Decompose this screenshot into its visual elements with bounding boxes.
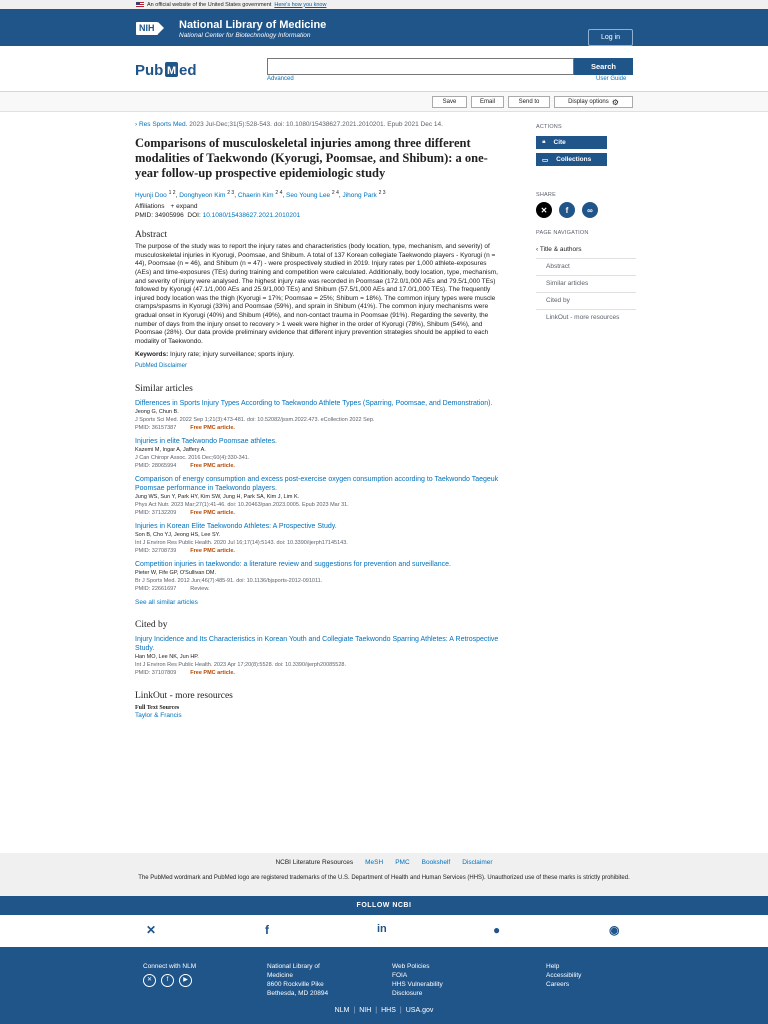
article-list-tag: Free PMC article. [190,548,235,555]
quote-icon: ❝ [542,139,546,147]
separator: | [399,1007,402,1014]
keywords-label: Keywords: [135,351,169,359]
footer-resources [0,853,768,896]
hhs-vulnerability-link[interactable]: HHS Vulnerability [392,981,443,988]
author-link[interactable]: Jihong Park [342,192,377,200]
policies-column [392,962,443,998]
actions-heading: ACTIONS [536,124,562,130]
youtube-icon[interactable]: ▶ [179,974,192,987]
taylor-francis-link[interactable]: Taylor & Francis [135,712,182,720]
search-button[interactable]: Search [574,58,633,75]
article-list-item [135,635,500,677]
author-item [238,192,283,199]
article-list-pmid: PMID: 22661697 [135,586,177,593]
address-line-1[interactable]: National Library of [267,963,320,970]
cited-by-list [135,635,500,677]
address-line-3: 8600 Rockville Pike [267,981,324,988]
article-list-title-link[interactable]: Competition injuries in taekwondo: a literature review and suggestions for prevention and surveillance. [135,561,451,569]
display-options-button[interactable] [554,96,633,108]
connect-icons [143,974,196,987]
expand-toggle[interactable]: + expand [170,203,198,211]
article-list-journal: Int J Environ Res Public Health. 2023 Apr 17;20(8):5528. doi: 10.3390/ijerph20085528. [135,662,346,669]
send-to-button[interactable]: Send to [508,96,550,108]
email-button[interactable]: Email [471,96,504,108]
cite-button[interactable] [536,136,607,149]
article-list-tag: Free PMC article. [190,425,235,432]
nav-title-authors-label: Title & authors [539,246,582,253]
author-affiliation-sup[interactable]: 2 3 [378,190,386,196]
article-list-title-link[interactable]: Injuries in elite Taekwondo Poomsae athletes. [135,438,277,446]
article-list-tag: Review. [190,586,210,593]
address-line-2[interactable]: Medicine [267,972,294,979]
advanced-search-link[interactable]: Advanced [267,76,294,82]
help-column [546,962,581,989]
cited-by-heading: Cited by [135,620,168,631]
author-link[interactable]: Seo Young Lee [285,192,331,200]
display-options-label: Display options [568,99,609,105]
pubmed-logo[interactable] [135,59,225,85]
article-title: Comparisons of musculoskeletal injuries among three different modalities of Taekwondo (Kyorugi, Poomsae, and Shibum): a one-year follow-up prospective epidemiologic study [135,136,488,180]
login-button[interactable]: Log in [588,29,633,46]
social-icons-row [0,915,768,947]
article-list-tag: Free PMC article. [190,510,235,517]
nav-cited-by[interactable]: Cited by [536,293,636,310]
author-item [135,192,176,199]
pubmed-logo-icon [135,59,225,81]
article-list-authors: Pieter W, Fife GP, O'Sullivan DM. [135,570,217,577]
x-twitter-icon[interactable]: ✕ [536,202,552,218]
hhs-link[interactable]: HHS [381,1007,396,1014]
article-list-meta [135,547,500,555]
keywords-text: Injury rate; injury surveillance; sports injury. [170,351,295,359]
article-main [135,120,500,719]
heres-how-you-know-link[interactable]: Here's how you know [274,1,327,8]
nih-logo[interactable] [136,20,172,37]
facebook-icon[interactable]: f [559,202,575,218]
author-affiliation-sup[interactable]: 2 3 [227,190,235,196]
disclosure-link[interactable]: Disclosure [392,990,423,997]
nih-link[interactable]: NIH [359,1007,372,1014]
article-list-title-link[interactable]: Comparison of energy consumption and excess post-exercise oxygen consumption according to Taekwondo Taegeuk Poomsae performance in Taekwondo players. [135,476,499,493]
bookshelf-link[interactable]: Bookshelf [421,859,451,866]
abstract-heading: Abstract [135,230,168,241]
connect-column [143,962,196,987]
doi-label: DOI: [187,212,201,220]
article-list-meta [135,424,500,432]
author-item [286,192,339,199]
trademark-note: The PubMed wordmark and PubMed logo are registered trademarks of the U.S. Department of Health and Human Services (HHS). Unauthorized use of these marks is strictly prohibited. [138,875,630,881]
save-button[interactable]: Save [432,96,467,108]
citation-details: 2023 Jul-Dec;31(5):528-543. doi: 10.1080/15438627.2021.2010201. Epub 2021 Dec 14. [189,121,443,128]
article-list-meta [135,462,500,470]
nav-abstract[interactable]: Abstract [536,259,636,276]
disclaimer-link[interactable]: Disclaimer [462,859,493,866]
svg-text:ed: ed [179,62,197,79]
full-text-sources-label: Full Text Sources [135,705,180,712]
x-twitter-icon[interactable]: ✕ [146,923,157,937]
nih-badge: NIH [136,22,158,35]
article-list-journal: J Can Chiropr Assoc. 2016 Dec;60(4):330-341. [135,455,250,462]
nav-linkout[interactable]: LinkOut - more resources [546,314,620,321]
article-list-item [135,522,500,555]
pmc-link[interactable]: PMC [395,859,410,866]
nlm-title[interactable] [179,19,326,40]
search-input[interactable] [267,58,574,75]
article-list-title-link[interactable]: Differences in Sports Injury Types According to Taekwondo Athlete Types (Sparring, Poomsae, and Demonstration). [135,400,493,408]
linkedin-icon[interactable]: in [377,923,387,935]
author-link[interactable]: Hyunji Doo [135,192,167,200]
user-guide-link[interactable]: User Guide [596,76,627,82]
accessibility-link[interactable]: Accessibility [546,972,582,979]
author-affiliation-sup[interactable]: 2 4 [275,190,283,196]
connect-label: Connect with NLM [143,963,197,970]
article-list-item [135,399,500,432]
mesh-link[interactable]: MeSH [365,859,384,866]
share-icons [536,202,636,218]
linkout-heading: LinkOut - more resources [135,691,233,702]
careers-link[interactable]: Careers [546,981,570,988]
article-list-pmid: PMID: 28065994 [135,463,177,470]
article-list-meta [135,585,500,593]
article-list-authors: Son B, Cho YJ, Jeong HS, Lee SY. [135,532,221,539]
article-citation [135,120,500,129]
doi-link[interactable]: 10.1080/15438627.2021.2010201 [202,212,301,220]
affiliations-row [135,203,500,210]
article-list-pmid: PMID: 37132209 [135,510,177,517]
collections-label: Collections [556,156,592,163]
author-item [179,192,234,199]
follow-ncbi-bar: FOLLOW NCBI [0,896,768,915]
article-list-authors: Kazemi M, Ingar A, Jaffery A. [135,447,206,454]
facebook-icon[interactable]: f [265,923,269,937]
x-twitter-icon[interactable]: ✕ [143,974,156,987]
article-list-authors: Jeong G, Chun B. [135,409,179,416]
svg-text:Pub: Pub [135,62,164,79]
footer-nlm [0,947,768,1024]
article-ids [135,212,500,219]
article-list-authors: Jung WS, Sun Y, Park HY, Kim SW, Jung H, Park SA, Kim J, Lim K. [135,494,300,501]
us-flag-icon [136,2,144,7]
permalink-icon[interactable]: ∞ [582,202,598,218]
ncbi-literature-resources-label: NCBI Literature Resources [275,859,354,866]
article-list-item [135,475,500,517]
article-list-tag: Free PMC article. [190,670,235,677]
pmid-label: PMID: 34905996 [135,212,184,220]
page-navigation-list [536,242,636,326]
bottom-links [0,1007,768,1014]
author-affiliation-sup[interactable]: 1 2 [168,190,176,196]
article-list-authors: Han MO, Lee NK, Jun HP. [135,654,199,661]
journal-link[interactable]: Res Sports Med. [138,121,188,128]
article-list-meta [135,669,500,677]
cite-label: Cite [553,139,566,146]
nav-title-authors[interactable] [536,242,636,259]
article-list-journal: Int J Environ Res Public Health. 2020 Jul 16;17(14):5143. doi: 10.3390/ijerph17145143. [135,540,348,547]
foia-link[interactable]: FOIA [392,972,408,979]
page-navigation-heading: PAGE NAVIGATION [536,230,589,236]
share-heading: SHARE [536,192,556,198]
svg-text:M: M [167,65,177,77]
article-list-item [135,560,500,593]
gov-banner-text: An official website of the United States government [147,1,272,8]
similar-articles-list [135,399,500,593]
article-list-tag: Free PMC article. [190,463,235,470]
gear-icon: ⚙ [611,97,619,107]
bookmark-icon: ▭ [542,156,549,164]
abstract-text: The purpose of the study was to report the injury rates and characteristics (body location, type, mechanism, and severity) of musculoskeletal injuries in Kyorugi, Poomsae, and Shibum. A total of 137 Korean collegiate Taekwondo players - Kyorugi (n = 44), Poomsae (n = 46), and Shibum (n = 47) - were prospectively studied in 2019. Injury rates per 1,000 athlete-exposures (AEs) and time-exposures (TEs) during training and competition were calculated. Additionally, body location, type, mechanism, and severity of injury were analysed. The highest injury rate was recorded in Poomsae (172.0/1,000 AEs and 79.5/1,000 TEs) followed by Kyorugi (47.1/1,000 AEs and 25.9/1,000 TEs) and Shibum (57.5/1,000 AEs and 17.0/1,000 TEs). The frequently injured body location was the thigh (Kyorugi = 17%; Poomsae = 25%; Shibum = 18%). The common injury types were muscle cramps/spasms in Kyorugi (33%) and Poomsae (59%), and sprain in Shibum (41%). The common injury mechanisms were gradual onset in Kyorugi (40%) and Shibum (49%), and non-contact trauma in Poomsae (91%). Regarding the severity, the number of days from the injury onset to recovery > 1 week were higher in the order of Kyorugi (78%), Shibum (54%), and Poomsae (28%). Our data provide preliminary evidence that different injury prevention strategies should be applied to each modality of Taekwondo. [135,243,498,345]
author-list: Hyunji Doo $^{1 2}$, Donghyeon Kim $^{2 3}$, Chaerin Kim $^{2 4}$, Seo Young Lee $^{2 4}$, Jihong Park $^{2 3}$ [135,190,386,200]
article-list-pmid: PMID: 37107809 [135,670,177,677]
affiliations-label[interactable]: Affiliations [135,203,165,211]
facebook-icon[interactable]: f [161,974,174,987]
article-list-pmid: PMID: 36157387 [135,425,177,432]
nlm-title-main: National Library of Medicine [179,19,327,31]
separator: | [353,1007,356,1014]
chevron-left-icon: ‹ [536,246,540,253]
article-toolbar [0,92,768,112]
pubmed-disclaimer-link[interactable]: PubMed Disclaimer [135,363,188,370]
article-list-journal: J Sports Sci Med. 2022 Sep 1;21(3):473-481. doi: 10.52082/jssm.2022.473. eCollection 2022 Sep. [135,417,375,424]
article-list-journal: Br J Sports Med. 2012 Jun;46(7):485-91. doi: 10.1136/bjsports-2012-091011. [135,578,323,585]
nav-similar-articles[interactable]: Similar articles [536,276,636,293]
article-list-title-link[interactable]: Injury Incidence and Its Characteristics in Korean Youth and Collegiate Taekwondo Sparring Athletes: A Retrospective Study. [135,636,499,653]
usa-gov-link[interactable]: USA.gov [405,1007,434,1014]
author-affiliation-sup[interactable]: 2 4 [331,190,339,196]
sidebar [536,124,636,326]
author-link[interactable]: Donghyeon Kim [179,192,226,200]
article-list-pmid: PMID: 32708739 [135,548,177,555]
address-column [267,962,328,998]
article-list-meta [135,509,500,517]
nlm-link[interactable]: NLM [334,1007,350,1014]
author-item [342,192,385,199]
author-link[interactable]: Chaerin Kim [237,192,274,200]
separator: | [375,1007,378,1014]
article-list-title-link[interactable]: Injuries in Korean Elite Taekwondo Athletes: A Prospective Study. [135,523,337,531]
footer-links [0,859,768,866]
nlm-header [0,9,768,46]
chevron-right-icon[interactable]: › [135,121,138,128]
help-link[interactable]: Help [546,963,560,970]
collections-button[interactable] [536,153,607,166]
rss-icon[interactable]: ◉ [609,923,620,937]
nlm-title-sub: National Center for Biotechnology Information [179,32,311,39]
keywords [135,351,500,358]
see-all-similar-link[interactable]: See all similar articles [135,599,198,607]
address-line-4: Bethesda, MD 20894 [267,990,329,997]
github-icon[interactable]: ● [493,923,501,937]
gov-banner [0,0,768,9]
web-policies-link[interactable]: Web Policies [392,963,430,970]
similar-articles-heading: Similar articles [135,384,193,395]
article-list-item [135,437,500,470]
article-list-journal: Phys Act Nutr. 2023 Mar;27(1):41-46. doi: 10.20463/pan.2023.0005. Epub 2023 Mar 31. [135,502,349,509]
